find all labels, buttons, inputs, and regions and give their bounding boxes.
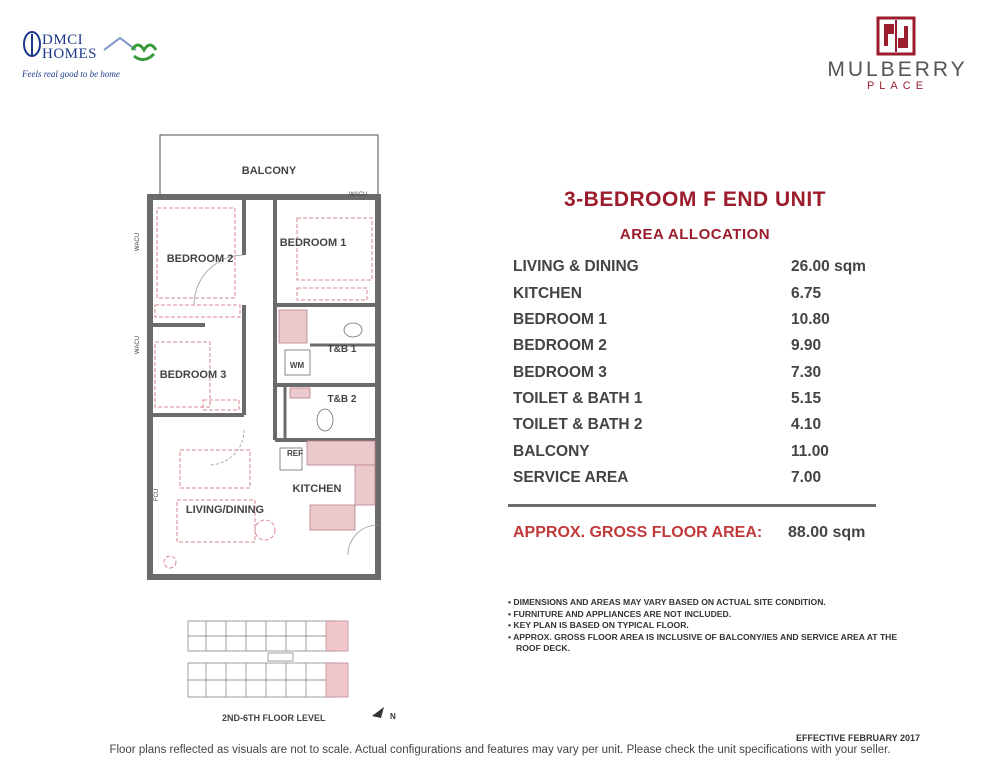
area-label: TOILET & BATH 2 <box>513 416 643 433</box>
area-value: 5.15 <box>791 390 822 407</box>
area-divider <box>508 504 876 507</box>
note-item: • KEY PLAN IS BASED ON TYPICAL FLOOR. <box>508 620 689 631</box>
key-plan-caption: 2ND-6TH FLOOR LEVEL <box>222 713 326 723</box>
plan-label-balcony: BALCONY <box>241 165 297 177</box>
note-item: • FURNITURE AND APPLIANCES ARE NOT INCLUDED. <box>508 608 732 619</box>
plan-label-tb1: T&B 1 <box>327 344 357 355</box>
dmci-line1: DMCI <box>42 32 84 48</box>
gross-floor-area-label: APPROX. GROSS FLOOR AREA: <box>513 524 763 541</box>
disclaimer-text: Floor plans reflected as visuals are not to scale. Actual configurations and features may vary per unit. Please check the unit specifications with your seller. <box>109 744 891 756</box>
dmci-line2: HOMES <box>42 46 98 62</box>
area-label: KITCHEN <box>513 285 582 302</box>
area-label: TOILET & BATH 1 <box>513 390 643 407</box>
area-allocation-heading: AREA ALLOCATION <box>619 226 771 243</box>
plan-label-bedroom2: BEDROOM 2 <box>166 253 234 265</box>
note-item: • DIMENSIONS AND AREAS MAY VARY BASED ON ACTUAL SITE CONDITION. <box>508 597 826 607</box>
area-row <box>513 416 873 442</box>
area-row <box>513 364 873 390</box>
area-value: 26.00 sqm <box>791 258 866 275</box>
area-value: 7.30 <box>791 364 822 381</box>
plan-label-bedroom1: BEDROOM 1 <box>279 237 347 249</box>
area-label: LIVING & DINING <box>513 258 639 275</box>
plan-label-kitchen: KITCHEN <box>292 483 342 495</box>
key-plan-drawing <box>186 617 356 707</box>
plan-label-wacu-left: WACU <box>135 232 141 252</box>
area-value: 9.90 <box>791 337 822 354</box>
mulberry-sub: PLACE <box>866 80 929 92</box>
area-label: BALCONY <box>513 443 590 460</box>
area-row <box>513 443 873 469</box>
note-item: • APPROX. GROSS FLOOR AREA IS INCLUSIVE OF BALCONY/IES AND SERVICE AREA AT THE ROOF DECK. <box>508 631 898 654</box>
plan-label-wacu-left2: WACU <box>135 335 141 355</box>
plan-label-ref: REF <box>287 449 303 458</box>
gross-floor-area-value: 88.00 sqm <box>788 524 866 541</box>
area-value: 11.00 <box>791 443 829 460</box>
area-value: 7.00 <box>791 469 822 486</box>
plan-label-wacu-top: WACU <box>348 192 368 198</box>
area-value: 6.75 <box>791 285 822 302</box>
plan-label-fcu: FCU <box>154 488 160 502</box>
area-row <box>513 390 873 416</box>
mulberry-emblem-icon <box>876 16 916 56</box>
mulberry-name: MULBERRY <box>827 58 968 81</box>
plan-label-tb2: T&B 2 <box>327 394 357 405</box>
area-row <box>513 469 873 495</box>
area-label: SERVICE AREA <box>513 469 629 486</box>
area-row <box>513 311 873 337</box>
floor-plan-drawing <box>125 130 395 595</box>
dmci-tagline: Feels real good to be home <box>22 69 120 79</box>
area-row <box>513 285 873 311</box>
north-arrow-icon <box>370 704 400 722</box>
dmci-wordmark <box>42 33 97 61</box>
area-label: BEDROOM 1 <box>513 311 607 328</box>
north-label: N <box>390 712 396 721</box>
unit-title: 3-BEDROOM F END UNIT <box>564 188 826 211</box>
area-row <box>513 337 873 363</box>
plan-label-living: LIVING/DINING <box>185 504 265 516</box>
area-value: 10.80 <box>791 311 830 328</box>
area-label: BEDROOM 2 <box>513 337 607 354</box>
effective-date: EFFECTIVE FEBRUARY 2017 <box>795 733 920 743</box>
area-value: 4.10 <box>791 416 822 433</box>
plan-label-bedroom3: BEDROOM 3 <box>159 369 227 381</box>
area-label: BEDROOM 3 <box>513 364 607 381</box>
notes-list <box>508 597 908 655</box>
plan-label-wm: WM <box>289 361 305 370</box>
area-row <box>513 258 873 284</box>
